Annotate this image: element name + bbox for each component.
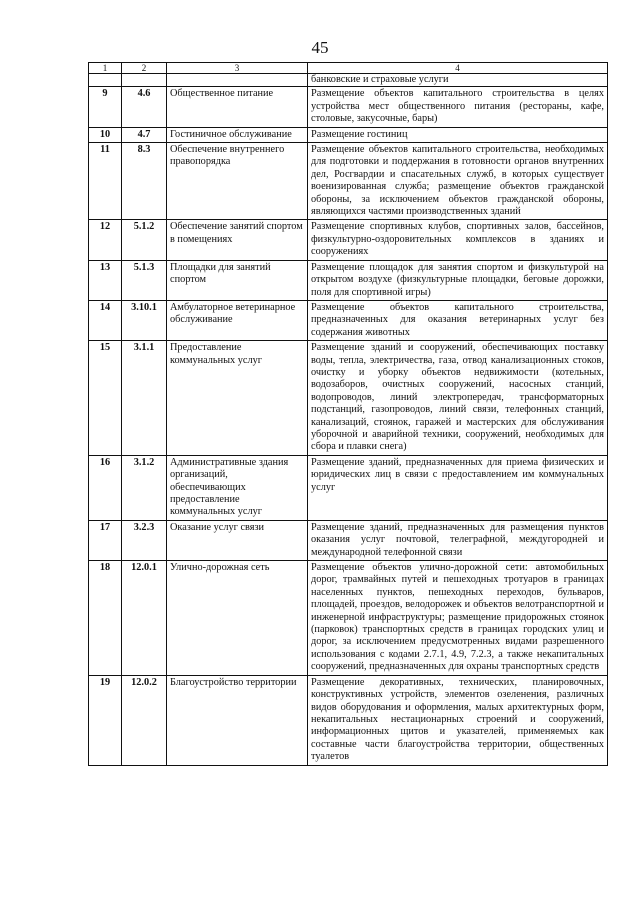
row-code: 5.1.2	[122, 220, 167, 260]
table-row	[89, 87, 608, 127]
column-number-row	[89, 63, 608, 74]
row-name: Гостиничное обслуживание	[167, 127, 308, 142]
row-code: 12.0.2	[122, 675, 167, 765]
row-description: Размещение объектов капитального строительства в целях устройства мест общественного питания (рестораны, кафе, столовые, закусочные, бары)	[308, 87, 608, 127]
row-description: Размещение объектов капитального строительства, предназначенных для оказания ветеринарных услуг без содержания животных	[308, 300, 608, 340]
column-number-2: 2	[122, 63, 167, 74]
row-description: Размещение декоративных, технических, планировочных, конструктивных устройств, элементов озеленения, различных видов оборудования и оформления, малых архитектурных форм, некапитальных нестационарных строений и сооружений, информационных щитов и указателей, применяемых как составные части благоустройства территории, общественных туалетов	[308, 675, 608, 765]
table-row	[89, 520, 608, 560]
row-number: 15	[89, 341, 122, 456]
row-description: Размещение зданий и сооружений, обеспечивающих поставку воды, тепла, электричества, газа, отвод канализационных стоков, очистку и уборку объектов недвижимости (котельных, водозаборов, очистных сооружений, насосных станций, водопроводов, линий электропередач, трансформаторных подстанций, газопроводов, линий связи, телефонных станций, канализаций, стоянок, гаражей и мастерских для обслуживания уборочной и аварийной техники, сооружений, необходимых для сбора и плавки снега)	[308, 341, 608, 456]
column-number-1: 1	[89, 63, 122, 74]
row-code: 5.1.3	[122, 260, 167, 300]
continuation-text: банковские и страховые услуги	[308, 74, 608, 87]
row-name: Благоустройство территории	[167, 675, 308, 765]
row-number: 17	[89, 520, 122, 560]
row-number: 11	[89, 143, 122, 220]
row-number: 16	[89, 455, 122, 520]
column-number-3: 3	[167, 63, 308, 74]
table-row	[89, 300, 608, 340]
row-description: Размещение гостиниц	[308, 127, 608, 142]
row-code: 3.10.1	[122, 300, 167, 340]
table-row	[89, 260, 608, 300]
row-code: 4.7	[122, 127, 167, 142]
column-number-4: 4	[308, 63, 608, 74]
row-number: 13	[89, 260, 122, 300]
row-description: Размещение зданий, предназначенных для размещения пунктов оказания услуг почтовой, телеграфной, междугородней и международной телефонной связи	[308, 520, 608, 560]
row-number: 9	[89, 87, 122, 127]
continuation-row	[89, 74, 608, 87]
row-number: 12	[89, 220, 122, 260]
row-code: 12.0.1	[122, 561, 167, 676]
row-name: Площадки для занятий спортом	[167, 260, 308, 300]
land-use-table	[88, 62, 608, 766]
row-number: 19	[89, 675, 122, 765]
row-name: Улично-дорожная сеть	[167, 561, 308, 676]
row-code: 3.1.1	[122, 341, 167, 456]
row-number: 14	[89, 300, 122, 340]
row-description: Размещение площадок для занятия спортом и физкультурой на открытом воздухе (физкультурные площадки, беговые дорожки, поля для спортивной игры)	[308, 260, 608, 300]
row-name: Общественное питание	[167, 87, 308, 127]
row-description: Размещение объектов капитального строительства, необходимых для подготовки и поддержания в готовности органов внутренних дел, Росгвардии и спасательных служб, в которых существует военизированная служба; размещение объектов гражданской обороны, за исключением объектов гражданской обороны, являющихся частями производственных зданий	[308, 143, 608, 220]
row-name: Обеспечение внутреннего правопорядка	[167, 143, 308, 220]
table-row	[89, 143, 608, 220]
table-row	[89, 220, 608, 260]
table-row	[89, 341, 608, 456]
row-name: Амбулаторное ветеринарное обслуживание	[167, 300, 308, 340]
table-row	[89, 561, 608, 676]
row-name: Обеспечение занятий спортом в помещениях	[167, 220, 308, 260]
row-number: 10	[89, 127, 122, 142]
row-name: Административные здания организаций, обеспечивающих предоставление коммунальных услуг	[167, 455, 308, 520]
row-code: 3.2.3	[122, 520, 167, 560]
page-number: 45	[311, 38, 329, 57]
row-code: 3.1.2	[122, 455, 167, 520]
row-description: Размещение объектов улично-дорожной сети: автомобильных дорог, трамвайных путей и пешеходных тротуаров в границах населенных пунктов, пешеходных переходов, бульваров, площадей, проездов, велодорожек и объектов велотранспортной и инженерной инфраструктуры; размещение придорожных стоянок (парковок) транспортных средств в границах городских улиц и дорог, за исключением предусмотренных видами разрешенного использования с кодами 2.7.1, 4.9, 7.2.3, а также некапитальных сооружений, предназначенных для охраны транспортных средств	[308, 561, 608, 676]
row-code: 8.3	[122, 143, 167, 220]
row-code: 4.6	[122, 87, 167, 127]
table-row	[89, 675, 608, 765]
row-description: Размещение зданий, предназначенных для приема физических и юридических лиц в связи с предоставлением им коммунальных услуг	[308, 455, 608, 520]
table-row	[89, 127, 608, 142]
row-name: Предоставление коммунальных услуг	[167, 341, 308, 456]
table-row	[89, 455, 608, 520]
row-number: 18	[89, 561, 122, 676]
row-description: Размещение спортивных клубов, спортивных залов, бассейнов, физкультурно-оздоровительных комплексов в зданиях и сооружениях	[308, 220, 608, 260]
row-name: Оказание услуг связи	[167, 520, 308, 560]
